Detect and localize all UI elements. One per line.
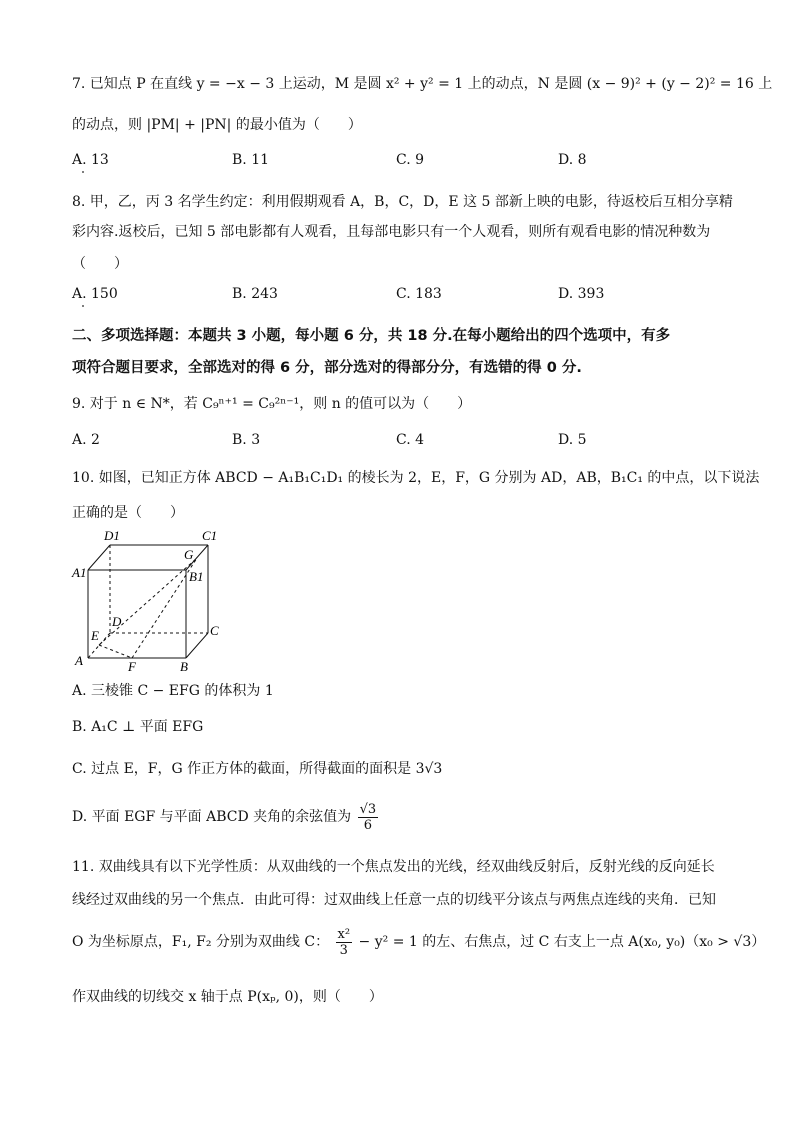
q8-stem-line3: （ ） — [72, 256, 128, 272]
q10-option-a: A. 三棱锥 C − EFG 的体积为 1 — [72, 683, 274, 699]
segment-eg — [99, 558, 197, 645]
q10-option-d — [72, 800, 380, 834]
label-b1: B1 — [189, 569, 204, 584]
q11-fraction-numerator: x² — [337, 926, 351, 942]
q8-option-c: C. 183 — [396, 286, 442, 302]
q7-option-c: C. 9 — [396, 152, 425, 168]
q7-stem-line2: 的动点，则 |PM| + |PN| 的最小值为（ ） — [72, 117, 362, 133]
q8-option-d: D. 393 — [558, 286, 605, 302]
label-g: G — [184, 547, 194, 562]
label-b: B — [180, 659, 188, 674]
edge-a1d1 — [88, 545, 110, 570]
q7-dot-mark — [82, 171, 84, 173]
q11-stem-line2: 线经过双曲线的另一个焦点．由此可得：过双曲线上任意一点的切线平分该点与两焦点连线的夹角．已知 — [72, 892, 716, 908]
q9-option-d: D. 5 — [558, 432, 587, 448]
segment-fg — [132, 558, 197, 658]
q9-option-a: A. 2 — [72, 432, 100, 448]
label-c: C — [210, 623, 219, 638]
q8-stem-line2: 彩内容.返校后，已知 5 部电影都有人观看，且每部电影只有一个人观看，则所有观看电影的情况种数为 — [72, 224, 711, 240]
q7-option-b: B. 11 — [232, 152, 270, 168]
q7-stem-line1: 7. 已知点 P 在直线 y = −x − 3 上运动，M 是圆 x² + y² = 1 上的动点，N 是圆 (x − 9)² + (y − 2)² = 16 上 — [72, 76, 773, 92]
q9-stem: 9. 对于 n ∈ N*，若 C₉ⁿ⁺¹ = C₉²ⁿ⁻¹，则 n 的值可以为（ ） — [72, 396, 472, 412]
q8-stem-line1: 8. 甲，乙，丙 3 名学生约定：利用假期观看 A，B，C，D，E 这 5 部新上映的电影，待返校后互相分享精 — [72, 194, 733, 210]
q8-option-b: B. 243 — [232, 286, 278, 302]
label-d1: D1 — [104, 528, 120, 543]
q10-stem-line2: 正确的是（ ） — [72, 505, 184, 521]
q9-option-b: B. 3 — [232, 432, 261, 448]
q8-dot-mark — [82, 305, 84, 307]
q7-option-d: D. 8 — [558, 152, 587, 168]
q10-option-b: B. A₁C ⊥ 平面 EFG — [72, 719, 204, 735]
label-e: E — [91, 628, 99, 643]
segment-ef — [99, 645, 132, 658]
q10-option-c: C. 过点 E，F，G 作正方体的截面，所得截面的面积是 3√3 — [72, 761, 443, 777]
q8-option-a: A. 150 — [72, 286, 118, 302]
q10-option-d-numerator: √3 — [359, 801, 377, 817]
q11-stem-line4: 作双曲线的切线交 x 轴于点 P(xₚ, 0)，则（ ） — [72, 989, 383, 1005]
q11-line3-post: − y² = 1 的左、右焦点，过 C 右支上一点 A(x₀, y₀)（x₀ > √3） — [358, 934, 766, 950]
edge-cb — [186, 633, 208, 658]
q11-line3-pre: O 为坐标原点，F₁, F₂ 分别为双曲线 C： — [72, 934, 330, 950]
label-c1: C1 — [202, 528, 218, 543]
label-a1: A1 — [72, 565, 87, 580]
q11-fraction — [336, 927, 353, 958]
q11-fraction-denominator: 3 — [339, 942, 348, 958]
q10-stem-line1: 10. 如图，已知正方体 ABCD − A₁B₁C₁D₁ 的棱长为 2，E，F，G 分别为 AD，AB，B₁C₁ 的中点，以下说法 — [72, 470, 760, 486]
section2-heading-line2: 项符合题目要求，全部选对的得 6 分，部分选对的得部分分，有选错的得 0 分. — [72, 360, 582, 376]
section2-heading-line1: 二、多项选择题：本题共 3 小题，每小题 6 分，共 18 分.在每小题给出的四个选项中，有多 — [72, 328, 671, 344]
q10-option-d-fraction — [358, 802, 379, 833]
q7-option-a: A. 13 — [72, 152, 109, 168]
q10-option-d-text: D. 平面 EGF 与平面 ABCD 夹角的余弦值为 — [72, 809, 352, 825]
label-d: D — [112, 614, 122, 629]
q11-stem-line3 — [72, 925, 765, 959]
label-a: A — [75, 653, 83, 668]
q9-option-c: C. 4 — [396, 432, 425, 448]
q10-option-d-denominator: 6 — [363, 817, 373, 833]
cube-figure — [70, 525, 230, 675]
q11-stem-line1: 11. 双曲线具有以下光学性质：从双曲线的一个焦点发出的光线，经双曲线反射后，反射光线的反向延长 — [72, 859, 715, 875]
label-f: F — [128, 659, 136, 674]
